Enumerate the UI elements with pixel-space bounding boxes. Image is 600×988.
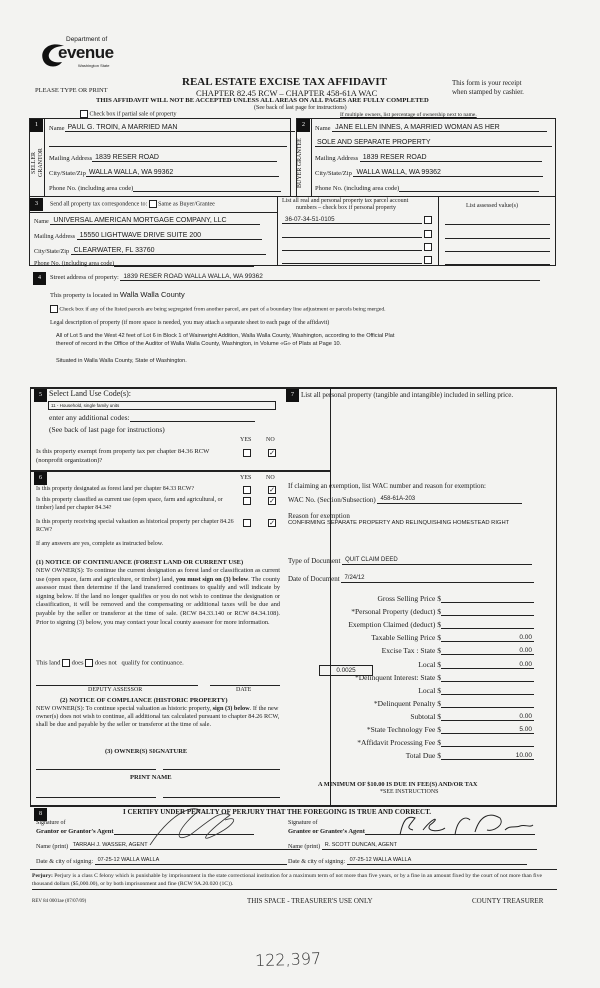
section-6-number: 6 (34, 472, 47, 485)
warning-text: THIS AFFIDAVIT WILL NOT BE ACCEPTED UNLESS ALL AREAS ON ALL PAGES ARE FULLY COMPLETED (96, 97, 429, 104)
fee-row-label: *State Technology Fee $ (366, 725, 441, 734)
buyer-name-line-2[interactable]: SOLE AND SEPARATE PROPERTY (315, 139, 552, 147)
fee-row-value[interactable] (441, 608, 534, 616)
parcel-row[interactable] (282, 230, 432, 238)
fee-row-label: Taxable Selling Price $ (371, 633, 441, 643)
notice-continuance-title: (1) NOTICE OF CONTINUANCE (FOREST LAND OR CURRENT USE) (36, 559, 244, 566)
parcel-row[interactable]: 36-07-34-51-0105 (282, 216, 432, 224)
fee-row-label: Gross Selling Price $ (377, 594, 441, 603)
corr-name-field[interactable]: Name UNIVERSAL AMERICAN MORTGAGE COMPANY, LLC (34, 217, 260, 225)
section-8-number: 8 (34, 808, 47, 821)
fee-row-label: Local $ (418, 659, 441, 669)
land-use-see-back: (See back of last page for instructions) (49, 425, 165, 434)
form-title: REAL ESTATE EXCISE TAX AFFIDAVIT (182, 76, 387, 88)
dor-logo (38, 36, 118, 76)
no-header: NO (266, 475, 275, 481)
corr-phone-field[interactable]: Phone No. (including area code) (34, 259, 254, 267)
parcel-header-2: numbers – check box if personal property (296, 205, 396, 211)
print-name-label: PRINT NAME (130, 774, 172, 781)
current-use-question: Is this property classified as current use (open space, farm and agricultural, or timber) land per chapter 84.34? (36, 497, 223, 511)
buyer-mailing-field[interactable]: Mailing Address 1839 RESER ROAD (315, 154, 542, 162)
signature-of-label: Signature of (36, 820, 66, 826)
print-name-line[interactable] (36, 797, 156, 798)
parcel-row[interactable] (282, 243, 432, 251)
forest-no-checkbox[interactable]: ✓ (269, 486, 275, 494)
continuance-qualify[interactable]: This land does does not qualify for continuance. (36, 659, 184, 667)
grantor-signature-field[interactable]: Grantor or Grantor's Agent (36, 827, 254, 835)
grantee-signature-field[interactable]: Grantee or Grantee's Agent (288, 827, 535, 835)
owner-signature-title: (3) OWNER(S) SIGNATURE (105, 748, 188, 755)
local-rate-box[interactable]: 0.0025 (319, 665, 373, 676)
receipt-note-1: This form is your receipt (452, 79, 522, 87)
historic-question: Is this property receiving special valuation as historical property per chapter 84.26 RCW? (36, 519, 234, 533)
fee-row[interactable] (306, 699, 536, 708)
buyer-name-field[interactable]: Name JANE ELLEN INNES, A MARRIED WOMAN AS HER (315, 124, 547, 132)
fee-row-label: *Personal Property (deduct) $ (351, 607, 441, 617)
legal-description-1: All of Lot 5 and the West 42 feet of Lot 6 in Block 1 of Wainwright Addition, Walla Walla County, Washington, according to the Official Plat (56, 333, 395, 339)
county-field: This property is located in Walla Walla County (50, 290, 185, 299)
fee-row-value[interactable]: 0.00 (441, 713, 534, 721)
perjury-notice: Perjury: Perjury is a class C felony which is punishable by imprisonment in the state correctional institution for a maximum term of not more than five years, or by a fine in an amount fixed by the court of not more than five thousand dollars ($5,000.00), or by both imprisonment and fine (RCW 9A.20.020 (1C)). (32, 872, 557, 890)
minimum-due-note: A MINIMUM OF $10.00 IS DUE IN FEE(S) AND/OR TAX (318, 781, 478, 788)
revenue-wordmark: evenue (58, 43, 114, 62)
forest-land-question: Is this property designated as forest land per chapter 84.33 RCW? (36, 486, 195, 492)
notice-continuance-text: NEW OWNER(S): To continue the current designation as forest land or classification as current use (open space, farm and agriculture, or timber) land, you must sign on (3) below. The county assessor must then determine if the land transferred continues to qualify and will indicate by signing below. If the land no longer qualifies or you do not wish to continue the designation or classification, it will be removed and the compensating or additional taxes will be due and payable by the seller or transferor at the time of sale. (RCW 84.33.140 or RCW 84.34.108). Prior to signing (3) below, you may contact your local county assessor for more information. (36, 567, 280, 626)
parcel-header: List all real and personal property tax parcel account (282, 198, 409, 204)
form-chapter: CHAPTER 82.45 RCW – CHAPTER 458-61A WAC (196, 88, 378, 98)
fee-row[interactable] (306, 646, 536, 655)
buyer-phone-field[interactable]: Phone No. (including area code) (315, 184, 539, 192)
fee-row-label: Excise Tax : State $ (381, 646, 441, 656)
section-3-number: 3 (30, 198, 43, 211)
historic-yes-checkbox[interactable] (243, 519, 251, 527)
fee-row-value[interactable] (441, 700, 534, 708)
yes-header: YES (240, 475, 252, 481)
legal-description-2: thereof of record in the Office of the Auditor of Walla Walla County, Washington, in Volume «G» of Plats at Page 10. (56, 341, 342, 347)
fee-row[interactable] (306, 594, 536, 603)
corr-city-field[interactable]: City/State/Zip CLEARWATER, FL 33760 (34, 247, 266, 255)
fee-row-value[interactable]: 0.00 (441, 661, 534, 669)
fee-row-label: *Affidavit Processing Fee $ (357, 738, 441, 748)
fee-row-value[interactable] (441, 739, 534, 747)
fee-row[interactable] (306, 725, 536, 734)
seller-city-field[interactable]: City/State/Zip WALLA WALLA, WA 99362 (49, 169, 279, 177)
exemption-reason[interactable]: CONFIRMING SEPARATE PROPERTY AND RELINQUISHING HOMESTEAD RIGHT (288, 520, 510, 526)
deputy-assessor-label: DEPUTY ASSESSOR (88, 687, 143, 693)
additional-codes-field[interactable]: enter any additional codes: (49, 413, 255, 422)
dept-of-text: Department of (66, 36, 108, 43)
current-use-no-checkbox[interactable]: ✓ (269, 497, 275, 505)
section-1-number: 1 (30, 119, 43, 132)
seller-phone-field[interactable]: Phone No. (including area code) (49, 184, 281, 192)
exempt-no-checkbox[interactable]: ✓ (269, 449, 275, 457)
grantee-signature-scribble (395, 810, 535, 840)
buyer-city-field[interactable]: City/State/Zip WALLA WALLA, WA 99362 (315, 169, 543, 177)
fee-row[interactable] (306, 607, 536, 616)
fee-row[interactable] (306, 751, 536, 760)
fee-row-value[interactable] (441, 595, 534, 603)
fee-row-label: Exemption Claimed (deduct) $ (348, 620, 441, 630)
fee-row-value[interactable] (441, 674, 534, 682)
same-as-buyer-checkbox[interactable]: Send all property tax correspondence to: Same as Buyer/Grantee (50, 201, 215, 208)
assessed-value-header: List assessed value(s) (466, 203, 518, 209)
section-5-number: 5 (34, 389, 47, 402)
date-label: DATE (236, 687, 252, 693)
yes-header: YES (240, 437, 252, 443)
seller-name-field[interactable]: Name PAUL G. TROIN, A MARRIED MAN (49, 124, 295, 132)
seller-grantor-label: SELLER GRANTOR (31, 148, 44, 178)
parcel-row[interactable] (282, 256, 432, 264)
owner-signature-line[interactable] (163, 769, 280, 770)
see-instructions-note: *SEE INSTRUCTIONS (380, 789, 439, 795)
situated-text: Situated in Walla Walla County, State of Washington. (56, 358, 187, 364)
receipt-note-2: when stamped by cashier. (452, 88, 524, 96)
if-yes-text: If any answers are yes, complete as instructed below. (36, 541, 164, 547)
land-use-code-select[interactable]: 11 - Household, single family units (48, 401, 276, 410)
segregated-checkbox[interactable]: Check box if any of the listed parcels are being segregated from another parcel, are part of a boundary line adjustment or parcels being merged. (50, 305, 386, 313)
grantee-name-field[interactable]: Name (print) R. SCOTT DUNCAN, AGENT (288, 842, 537, 850)
please-type-text: PLEASE TYPE OR PRINT (35, 87, 108, 94)
notice-compliance-text: NEW OWNER(S): To continue special valuation as historic property, sign (3) below. If the new owner(s) does not wish to continue, all additional tax calculated pursuant to chapter 84.26 RCW, shall be due and payable by the seller or transferor at the time of sale. (36, 705, 280, 729)
fee-row[interactable] (306, 738, 536, 747)
partial-sale-label: Check box if partial sale of property (89, 111, 177, 118)
fee-row-label: Subtotal $ (410, 711, 441, 721)
grantee-date-field[interactable]: Date & city of signing: 07-25-12 WALLA WALLA (288, 857, 527, 865)
fee-row-value[interactable]: 10.00 (441, 752, 534, 760)
grantor-date-field[interactable]: Date & city of signing: 07-25-12 WALLA WALLA (36, 857, 287, 865)
doc-type-field[interactable]: Type of Document QUIT CLAIM DEED (288, 557, 532, 565)
partial-sale-checkbox[interactable] (80, 110, 176, 118)
forest-yes-checkbox[interactable] (243, 486, 251, 494)
owner-signature-line[interactable] (36, 769, 156, 770)
exempt-question: Is this property exempt from property tax per chapter 84.36 RCW (nonprofit organization)? (36, 448, 210, 464)
section-7-number: 7 (286, 389, 299, 402)
fee-row-value[interactable] (441, 621, 534, 629)
treasurer-use-label: THIS SPACE - TREASURER'S USE ONLY (247, 897, 373, 905)
fee-row-value[interactable]: 0.00 (441, 634, 534, 642)
fee-row[interactable] (306, 633, 536, 642)
revision-code: REV 84 0001ae (07/07/09) (32, 899, 87, 904)
fee-row[interactable] (306, 686, 536, 695)
fee-row-value[interactable]: 0.00 (441, 647, 534, 655)
exemption-claim-label: If claiming an exemption, list WAC number and reason for exemption: (288, 482, 486, 490)
fee-row[interactable] (306, 712, 536, 721)
legal-description-label: Legal description of property (if more space is needed, you may attach a separate sheet to each page of the affidavit) (50, 320, 330, 326)
no-header: NO (266, 437, 275, 443)
fee-row[interactable] (306, 620, 536, 629)
street-address-field[interactable]: Street address of property: 1839 RESER ROAD WALLA WALLA, WA 99362 (50, 273, 540, 281)
fee-row-value[interactable] (441, 687, 534, 695)
fee-row-label: *Delinquent Interest: State $ (354, 672, 441, 682)
land-use-label: Select Land Use Code(s): (49, 389, 131, 398)
see-back-text: (See back of last page for instructions) (254, 105, 347, 111)
multiple-owners-note: If multiple owners, list percentage of ownership next to name. (340, 112, 477, 118)
reason-label: Reason for exemption (288, 512, 350, 520)
exempt-yes-checkbox[interactable] (243, 449, 251, 457)
buyer-grantee-label: BUYER GRANTEE (297, 138, 303, 188)
fee-row-label: *Delinquent Penalty $ (373, 698, 441, 708)
fee-row[interactable] (306, 673, 536, 682)
fee-row[interactable] (306, 660, 536, 669)
fee-row-label: Local $ (418, 685, 441, 695)
grantor-name-field[interactable]: Name (print) TARRAH J. WASSER, AGENT (36, 842, 300, 850)
seller-mailing-field[interactable]: Mailing Address 1839 RESER ROAD (49, 154, 277, 162)
doc-date-field[interactable]: Date of Document 7/24/12 (288, 575, 534, 583)
current-use-yes-checkbox[interactable] (243, 497, 251, 505)
fee-row-value[interactable]: 5.00 (441, 726, 534, 734)
wac-field[interactable]: WAC No. (Section/Subsection) 458-61A-203 (288, 496, 522, 504)
signature-of-label: Signature of (288, 820, 318, 826)
corr-mailing-field[interactable]: Mailing Address 15550 LIGHTWAVE DRIVE SUITE 200 (34, 232, 262, 240)
personal-property-label: List all personal property (tangible and intangible) included in selling price. (301, 391, 514, 399)
print-name-line[interactable] (163, 797, 280, 798)
section-2-number: 2 (297, 119, 310, 132)
certify-statement: I CERTIFY UNDER PENALTY OF PERJURY THAT THE FOREGOING IS TRUE AND CORRECT. (123, 808, 432, 816)
section-4-number: 4 (33, 272, 46, 285)
washington-state-text: Washington State (78, 63, 110, 68)
historic-no-checkbox[interactable]: ✓ (269, 519, 275, 527)
fee-row-label: Total Due $ (405, 751, 441, 761)
handwritten-number: 122,397 (254, 948, 322, 971)
county-treasurer-label: COUNTY TREASURER (472, 897, 544, 905)
notice-compliance-title: (2) NOTICE OF COMPLIANCE (HISTORIC PROPERTY) (60, 697, 228, 704)
